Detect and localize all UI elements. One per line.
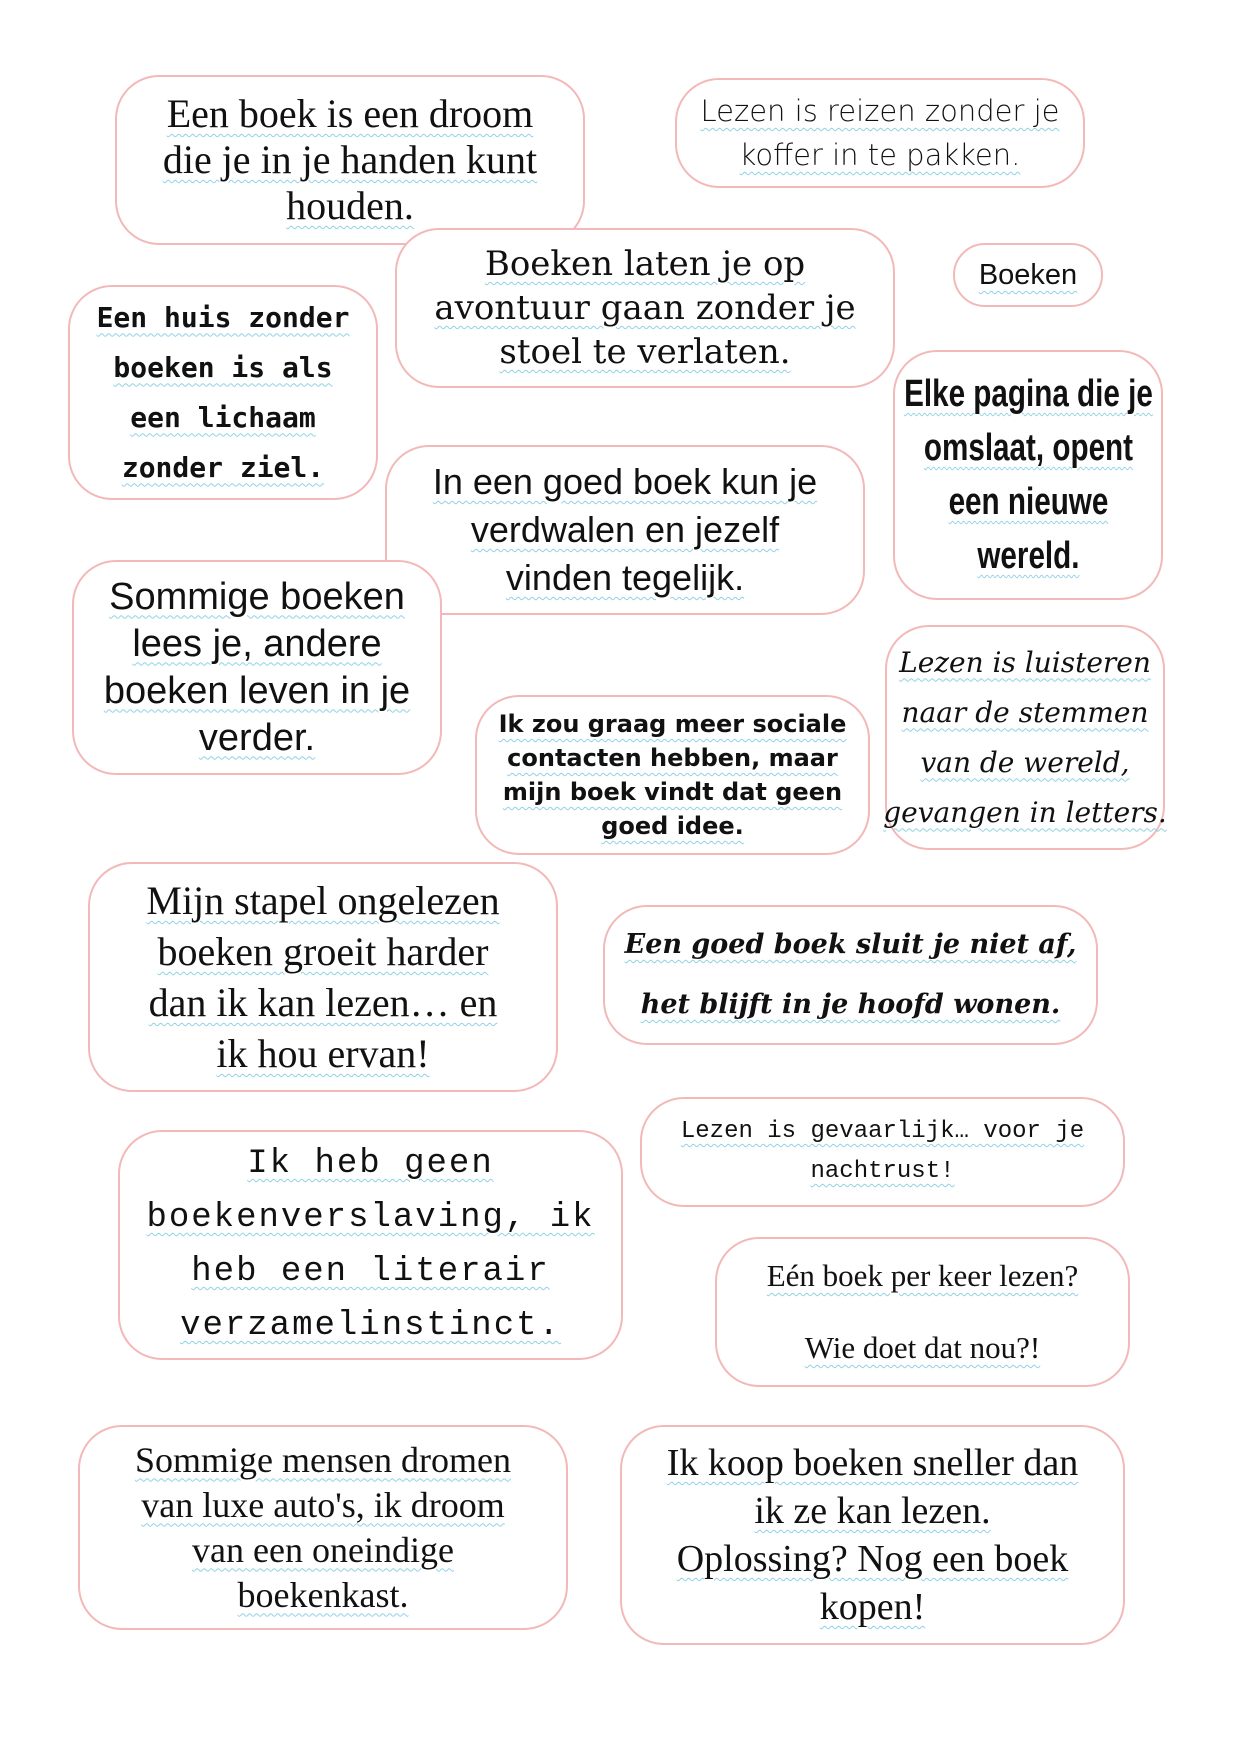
sticker-line: boeken leven in je	[103, 669, 411, 712]
sticker-line: boeken groeit harder	[157, 929, 489, 974]
sticker-line: koffer in te pakken.	[739, 138, 1021, 172]
sticker-lezen-is-gevaarlijk	[640, 1097, 1125, 1207]
sticker-line: Oplossing? Nog een boek	[676, 1538, 1069, 1580]
sticker-line: ik ze kan lezen.	[754, 1490, 991, 1532]
sticker-line: verzamelinstinct.	[180, 1307, 561, 1345]
sticker-line: vinden tegelijk.	[505, 557, 745, 598]
sticker-line: ik hou ervan!	[216, 1031, 430, 1076]
sticker-line: verdwalen en jezelf	[470, 509, 780, 550]
sticker-line: Sommige mensen dromen	[135, 1439, 511, 1480]
sticker-line: verder.	[198, 716, 316, 759]
sticker-line: van de wereld,	[920, 745, 1130, 779]
sticker-line: boekenverslaving, ik	[146, 1199, 595, 1237]
sticker-line: heb een literair	[191, 1253, 550, 1291]
sticker-een-boek-per-keer	[715, 1237, 1130, 1387]
sticker-line: Ik heb geen	[247, 1145, 494, 1183]
sticker-line: kopen!	[819, 1586, 926, 1628]
sticker-boeken-laten-je	[395, 228, 895, 388]
sticker-line: Elke pagina die je	[903, 373, 1153, 415]
sticker-line: naar de stemmen	[901, 695, 1149, 729]
sticker-line: Lezen is gevaarlijk… voor je	[680, 1118, 1085, 1145]
sticker-line: houden.	[286, 183, 414, 228]
sticker-line: goed idee.	[601, 812, 744, 840]
sticker-sociale-contacten	[475, 695, 870, 855]
sticker-line: Een goed boek sluit je niet af,	[624, 929, 1077, 960]
sticker-line: Wie doet dat nou?!	[804, 1330, 1041, 1365]
sticker-boekenverslaving	[118, 1130, 623, 1360]
sticker-elke-pagina	[893, 350, 1163, 600]
sticker-line: van een oneindige	[192, 1529, 454, 1570]
sticker-line: Eén boek per keer lezen?	[766, 1258, 1079, 1293]
sticker-line: omslaat, opent	[923, 427, 1133, 469]
sticker-line: Boeken laten je op	[484, 244, 806, 284]
sticker-een-boek-is-een-droom	[115, 75, 585, 245]
sticker-line: stoel te verlaten.	[499, 332, 791, 372]
sticker-line: contacten hebben, maar	[507, 744, 838, 772]
sticker-line: lees je, andere	[132, 622, 382, 665]
sticker-line: boekenkast.	[237, 1574, 409, 1615]
sticker-line: In een goed boek kun je	[432, 461, 818, 502]
sticker-line: boeken is als	[113, 350, 333, 384]
sticker-line: nachtrust!	[810, 1158, 955, 1185]
sticker-line: Lezen is reizen zonder je	[700, 94, 1060, 128]
sticker-line: een lichaam	[130, 400, 316, 434]
sticker-line: een nieuwe	[948, 481, 1108, 523]
sticker-line: die je in je handen kunt	[162, 137, 538, 182]
sticker-lezen-is-reizen	[675, 78, 1085, 188]
sticker-line: Lezen is luisteren	[899, 645, 1151, 679]
sticker-line: Mijn stapel ongelezen	[146, 878, 500, 923]
sticker-line: zonder ziel.	[121, 450, 325, 484]
sticker-een-goed-boek-sluit	[603, 905, 1098, 1045]
sticker-mijn-stapel	[88, 862, 558, 1092]
sticker-text	[904, 367, 1153, 583]
sticker-line: Een huis zonder	[96, 300, 350, 334]
sticker-line: het blijft in je hoofd wonen.	[640, 989, 1061, 1020]
sticker-line: avontuur gaan zonder je	[434, 288, 856, 328]
sticker-line: Ik zou graag meer sociale	[498, 710, 847, 738]
sticker-line: gevangen in letters.	[883, 795, 1167, 829]
sticker-lezen-is-luisteren	[885, 625, 1165, 850]
sticker-line: Sommige boeken	[109, 575, 405, 618]
sticker-line: mijn boek vindt dat geen	[502, 778, 843, 806]
sticker-ik-koop-boeken	[620, 1425, 1125, 1645]
sticker-boeken	[953, 243, 1103, 307]
sticker-line: wereld.	[976, 535, 1080, 577]
sticker-line: van luxe auto's, ik droom	[141, 1484, 505, 1525]
sticker-line: Ik koop boeken sneller dan	[666, 1442, 1079, 1484]
sticker-een-huis-zonder-boeken	[68, 285, 378, 500]
sticker-line: dan ik kan lezen… en	[148, 980, 498, 1025]
sticker-line: Een boek is een droom	[166, 91, 534, 136]
sticker-in-een-goed-boek	[385, 445, 865, 615]
sticker-sommige-mensen-dromen	[78, 1425, 568, 1630]
sticker-sommige-boeken	[72, 560, 442, 775]
sticker-line: Boeken	[978, 259, 1078, 291]
